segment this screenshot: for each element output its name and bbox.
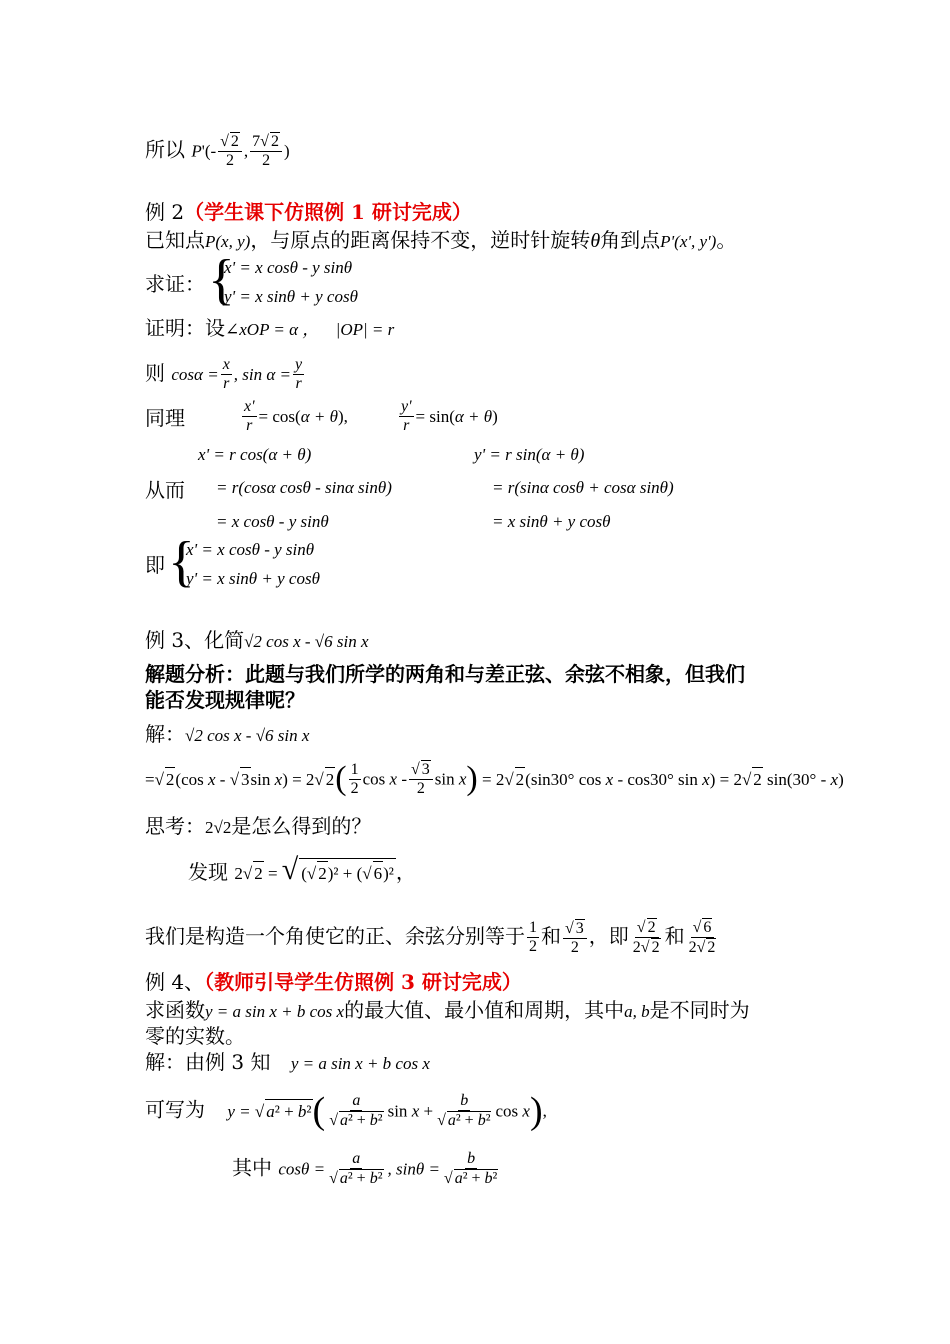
ie-equation-2: y' = x sinθ + y cosθ: [186, 569, 320, 588]
ie-equation-1: x' = x cosθ - y sinθ: [186, 540, 315, 559]
where-line: 其中 cosθ = $\frac{a}{\text{√ a² + b²}}$ , sinθ = $\frac{b}{\text{√ a² + b²}}$: [232, 1150, 498, 1187]
then-label: 则: [145, 361, 165, 385]
example-3-label: 例 3、化简: [145, 628, 245, 652]
conclusion-line: 所以 P'(- $\frac{√ 2}{2}$ , $\frac{7√ 2}{2}$ ): [145, 133, 290, 169]
point-p: P(x, y): [205, 232, 251, 251]
example-3-expression: √2 cos x - √6 sin x: [244, 632, 369, 651]
radius-definition: |OP| = r: [335, 320, 395, 339]
same-label: 同理: [145, 406, 185, 430]
statement-text-a: 已知点: [145, 228, 205, 252]
fraction-sqrt2-over-2: $\frac{√ 2}{2}$: [218, 132, 242, 170]
function-expression: y = a sin x + b cos x: [205, 1002, 345, 1021]
analysis-line-2: 能否发现规律呢？: [145, 688, 305, 712]
same-eq-b: $\frac{y'}{r}$ = sin(α + θ): [401, 398, 498, 434]
example-4-note: （教师引导学生仿照例 3 研讨完成）: [204, 970, 522, 994]
y-prime-eq: y' = r sin(α + θ): [474, 445, 585, 464]
construct-line: 我们是构造一个角使它的正、余弦分别等于 $\frac{1}{2}$ 和 $\frac{√ 3}{2}$ ，即 $\frac{√ 2}{2√ 2}$ 和 $\frac{√ 6}{2√ 2}$: [145, 918, 720, 957]
think-text: 是怎么得到的？: [231, 814, 372, 838]
from-eq-b1: = r(sinα cosθ + cosα sinθ): [492, 478, 674, 497]
example-4-solution: [145, 1050, 430, 1076]
solution-expression: y = a sin x + b cos x: [290, 1054, 430, 1073]
system-brace: {: [168, 531, 195, 593]
from-label: 从而: [145, 478, 185, 502]
example-4-statement-2: 零的实数。: [145, 1024, 245, 1048]
coefficients: a, b: [624, 1002, 650, 1021]
from-eq-a1: = r(cosα cosθ - sinα sinθ): [216, 478, 392, 497]
statement-text-d: 。: [716, 228, 737, 252]
write-line: 可写为 y = √ a² + b²( $\frac{a}{\text{√ a² + b²}}$ sin x + $\frac{b}{\text{√ a² + b²}}$ cos x),: [145, 1090, 547, 1132]
statement-text-b: ，与原点的距离保持不变，逆时针旋转: [250, 228, 591, 252]
conclusion-label: 所以: [145, 137, 185, 162]
fraction-sqrt2-over-2sqrt2: $\frac{√ 2}{2√ 2}$: [632, 919, 660, 956]
theta-symbol: θ: [590, 230, 601, 252]
solution-label: 解：: [145, 722, 185, 746]
construct-text: 我们是构造一个角使它的正、余弦分别等于: [145, 924, 525, 948]
then-line: 则 cosα = $\frac{x}{r}$ , sin α = $\frac{y}{r}$: [145, 356, 303, 392]
proof-label: 证明：设: [145, 316, 225, 340]
from-eq-a2: = x cosθ - y sinθ: [216, 512, 329, 531]
system-brace: {: [208, 249, 235, 311]
prove-label: 求证：: [145, 272, 205, 296]
example-4-statement-1: 求函数y = a sin x + b cos x的最大值、最小值和周期，其中a, b是不同时为: [145, 998, 750, 1022]
from-eq-b2: = x sinθ + y cosθ: [492, 512, 611, 531]
analysis-line-1: 解题分析：此题与我们所学的两角和与差正弦、余弦不相象，但我们: [145, 662, 745, 686]
example-2-label: 例 2: [145, 200, 185, 224]
prove-equation-1: x' = x cosθ - y sinθ: [224, 258, 353, 277]
solution-line: [145, 722, 309, 748]
point-p-prime: P'(x', y'): [660, 232, 717, 251]
example-2-note: （学生课下仿照例 1 研讨完成）: [184, 200, 472, 224]
same-eq-a: $\frac{x'}{r}$ = cos(α + θ),: [244, 398, 348, 434]
proof-line: [145, 316, 394, 342]
write-label: 可写为: [145, 1097, 205, 1122]
example-2-heading: [145, 200, 472, 224]
find-line: 发现 2√ 2 = √ (√ 2)² + (√ 6)² ，: [188, 853, 416, 886]
think-label: 思考：: [145, 814, 205, 838]
think-expression: 2√2: [205, 818, 232, 837]
prove-equation-2: y' = x sinθ + y cosθ: [224, 287, 358, 306]
ie-label: 即: [145, 553, 165, 577]
fraction-7sqrt2-over-2: $\frac{7√ 2}{2}$: [250, 132, 282, 170]
fraction-1-over-2: $\frac{1}{2}$: [529, 919, 537, 955]
solution-expression: √2 cos x - √6 sin x: [185, 726, 310, 745]
example-3-heading: [145, 628, 369, 654]
solution-text: 解：由例 3 知: [145, 1050, 271, 1074]
fraction-sqrt6-over-2sqrt2: $\frac{√ 6}{2√ 2}$: [688, 919, 716, 956]
find-label: 发现: [188, 860, 228, 884]
fraction-sqrt3-over-2: $\frac{√ 3}{2}$: [563, 919, 587, 957]
example-4-label: 例 4、: [145, 970, 205, 994]
point-p-prime: P: [191, 141, 202, 161]
x-prime-eq: x' = r cos(α + θ): [198, 445, 312, 464]
angle-definition: ∠xOP = α ，: [225, 320, 320, 339]
long-equation: =√ 2(cos x - √ 3sin x) = 2√ 2( $\frac{1}{2}$ cos x - $\frac{√ 3}{2}$ sin x) = 2√ 2(sin30° cos x - cos30° sin x) = 2√ 2 sin(30° - x): [145, 760, 844, 797]
statement-text-c: 角到点: [600, 228, 661, 252]
where-label: 其中: [232, 1155, 272, 1180]
example-4-heading: [145, 970, 522, 994]
think-line: [145, 814, 371, 840]
